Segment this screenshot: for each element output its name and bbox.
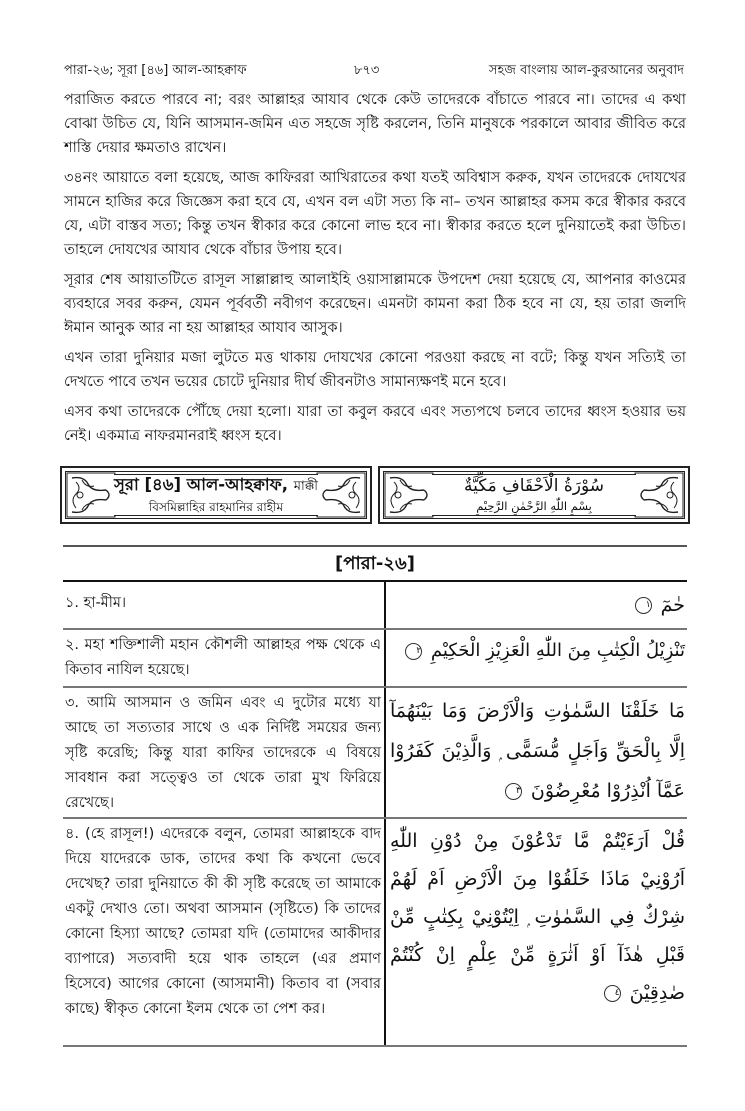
header-surah-info: পারা-২৬; সূরা [৪৬] আল-আহক্বাফ — [64, 63, 247, 78]
ayah-number-icon: ٢ — [405, 643, 422, 660]
ayah-number-icon: ٣ — [505, 783, 522, 800]
commentary-paragraph: এসব কথা তাদেরকে পৌঁছে দেয়া হলো। যারা তা কবুল করবে এবং সত্যপথে চলবে তাদের ধ্বংস হওয়ার ভয় নেই। একমাত্র নাফরমানরাই ধ্বংস হবে। — [64, 404, 686, 444]
commentary-paragraph: পরাজিত করতে পারবে না; বরং আল্লাহর আযাব থেকে কেউ তাদেরকে বাঁচাতে পারবে না। তাদের এ কথা বোঝা উচিত যে, যিনি আসমান-জমিন এত সহজে সৃষ্টি করলেন, তিনি মানুষকে পরকালে আবার জীবিত করে শাস্তি দেয়ার ক্ষমতাও রাখেন। — [64, 92, 686, 156]
surah-name: সূরা [৪৬] আল-আহক্বাফ, — [113, 475, 288, 494]
islamic-ornament-icon — [66, 472, 116, 518]
surah-banner-arabic — [378, 466, 690, 524]
running-header — [64, 61, 684, 83]
verse-row — [63, 691, 687, 816]
divider — [63, 545, 687, 547]
divider — [63, 1045, 687, 1047]
bismillah-arabic: بِسْمِ اللّٰهِ الرَّحْمٰنِ الرَّحِيْمِ — [476, 499, 592, 513]
commentary-paragraph: সূরার শেষ আয়াতটিতে রাসূল সাল্লাল্লাহু আলাইহি ওয়াসাল্লামকে উপদেশ দেয়া হয়েছে যে, আপনার কাওমের ব্যবহারে সবর করুন, যেমন পূর্ববর্তী নবীগণ করেছেন। এমনটা কামনা করা ঠিক হবে না যে, হয় তারা জলদি ঈমান আনুক আর না হয় আল্লাহর আযাব আসুক। — [64, 272, 686, 336]
arabic-text: حٰمٓ — [660, 594, 685, 616]
surah-banner — [60, 466, 690, 524]
islamic-ornament-icon — [316, 472, 366, 518]
verse-translation: ২. মহা শক্তিশালী মহান কৌশলী আল্লাহর পক্ষ থেকে এ কিতাব নাযিল হয়েছে। — [65, 637, 381, 678]
verse-row — [63, 822, 687, 1044]
commentary-paragraph: ৩৪নং আয়াতে বলা হয়েছে, আজ কাফিররা আখিরাতের কথা যতই অবিশ্বাস করুক, যখন তাদেরকে দোযখের সামনে হাজির করে জিজ্ঞেস করা হবে যে, এখন বল এটা সত্য কি না– তখন আল্লাহর কসম করে স্বীকার করবে যে, এটা বাস্তব সত্য; কিন্তু তখন স্বীকার করে কোনো লাভ হবে না। স্বীকার করতে হলে দুনিয়াতেই করা উচিত। তাহলে দোযখের আযাব থেকে বাঁচার উপায় হবে। — [64, 170, 686, 258]
arabic-text: مَا خَلَقْنَا السَّمٰوٰتِ وَالْاَرْضَ وَمَا بَيْنَهُمَآ اِلَّا بِالْحَقِّ وَاَجَلٍ مُّسَمًّى ۭ وَالَّذِيْنَ كَفَرُوْا عَمَّآ اُنْذِرُوْا مُعْرِضُوْنَ — [390, 700, 685, 802]
verse-translation: ৩. আমি আসমান ও জমিন এবং এ দুটোর মধ্যে যা আছে তা সত্যতার সাথে ও এক নির্দিষ্ট সময়ের জন্য সৃষ্টি করেছি; কিন্তু যারা কাফির তাদেরকে এ বিষয়ে সাবধান করা সত্ত্বেও তা থেকে তারা মুখ ফিরিয়ে রেখেছে। — [65, 695, 381, 811]
verse-arabic — [390, 691, 685, 811]
verse-arabic — [390, 822, 685, 1012]
surah-title-arabic: سُوْرَةُ الْاَحْقَافِ مَكِّيَّةٌ — [463, 476, 605, 496]
verse-translation: ১. হা-মীম। — [65, 595, 127, 611]
commentary-section — [64, 88, 686, 454]
page-number: ৮৭৩ — [354, 63, 380, 78]
ayah-number-icon: ٤ — [604, 985, 621, 1002]
surah-banner-bengali — [60, 466, 372, 524]
book-title: সহজ বাংলায় আল-কুরআনের অনুবাদ — [488, 63, 684, 78]
divider — [63, 628, 687, 630]
divider — [63, 686, 687, 688]
verse-arabic — [390, 587, 685, 623]
divider — [63, 817, 687, 819]
islamic-ornament-icon — [634, 472, 684, 518]
bismillah-bengali: বিসমিল্লাহির রাহমানির রাহীম — [148, 500, 284, 514]
revelation-type: মাক্কী — [293, 479, 319, 494]
para-marker: [পারা-২৬] — [335, 553, 415, 574]
commentary-paragraph: এখন তারা দুনিয়ার মজা লুটতে মত্ত থাকায় দোযখের কোনো পরওয়া করছে না বটে; কিন্তু যখন সত্যিই তা দেখতে পাবে তখন ভয়ের চোটে দুনিয়ার দীর্ঘ জীবনটাও সামান্যক্ষণই মনে হবে। — [64, 350, 686, 390]
verse-row — [63, 633, 687, 683]
arabic-text: تَنْزِيْلُ الْكِتٰبِ مِنَ اللّٰهِ الْعَزِيْزِ الْحَكِيْمِ — [430, 640, 685, 661]
verse-translation: ৪. (হে রাসূল!) এদেরকে বলুন, তোমরা আল্লাহকে বাদ দিয়ে যাদেরকে ডাক, তাদের কথা কি কখনো ভেবে দেখেছ? তারা দুনিয়াতে কী কী সৃষ্টি করেছে তা আমাকে একটু দেখাও তো। অথবা আসমান (সৃষ্টিতে) কি তাদের কোনো হিস্যা আছে? তোমরা যদি (তোমাদের আকীদার ব্যাপারে) সত্যবাদী হয়ে থাক তাহলে (এর প্রমাণ হিসেবে) আগের কোনো (আসমানী) কিতাব বা (সবার কাছে) স্বীকৃত কোনো ইলম থেকে তা পেশ কর। — [65, 826, 381, 1017]
ayah-number-icon: ١ — [635, 597, 652, 614]
surah-title-bengali — [114, 474, 318, 498]
banner-text — [114, 474, 318, 516]
islamic-ornament-icon — [384, 472, 434, 518]
verse-row — [63, 587, 687, 623]
verse-arabic — [390, 633, 685, 669]
divider — [63, 580, 687, 582]
arabic-text: قُلْ اَرَءَيْتُمْ مَّا تَدْعُوْنَ مِنْ دُوْنِ اللّٰهِ اَرُوْنِيْ مَاذَا خَلَقُوْا مِنَ الْاَرْضِ اَمْ لَهُمْ شِرْكٌ فِي السَّمٰوٰتِ ۭ اِيْتُوْنِيْ بِكِتٰبٍ مِّنْ قَبْلِ هٰذَآ اَوْ اَثٰرَةٍ مِّنْ عِلْمٍ اِنْ كُنْتُمْ صٰدِقِيْنَ — [390, 830, 685, 1004]
banner-text — [432, 474, 636, 516]
